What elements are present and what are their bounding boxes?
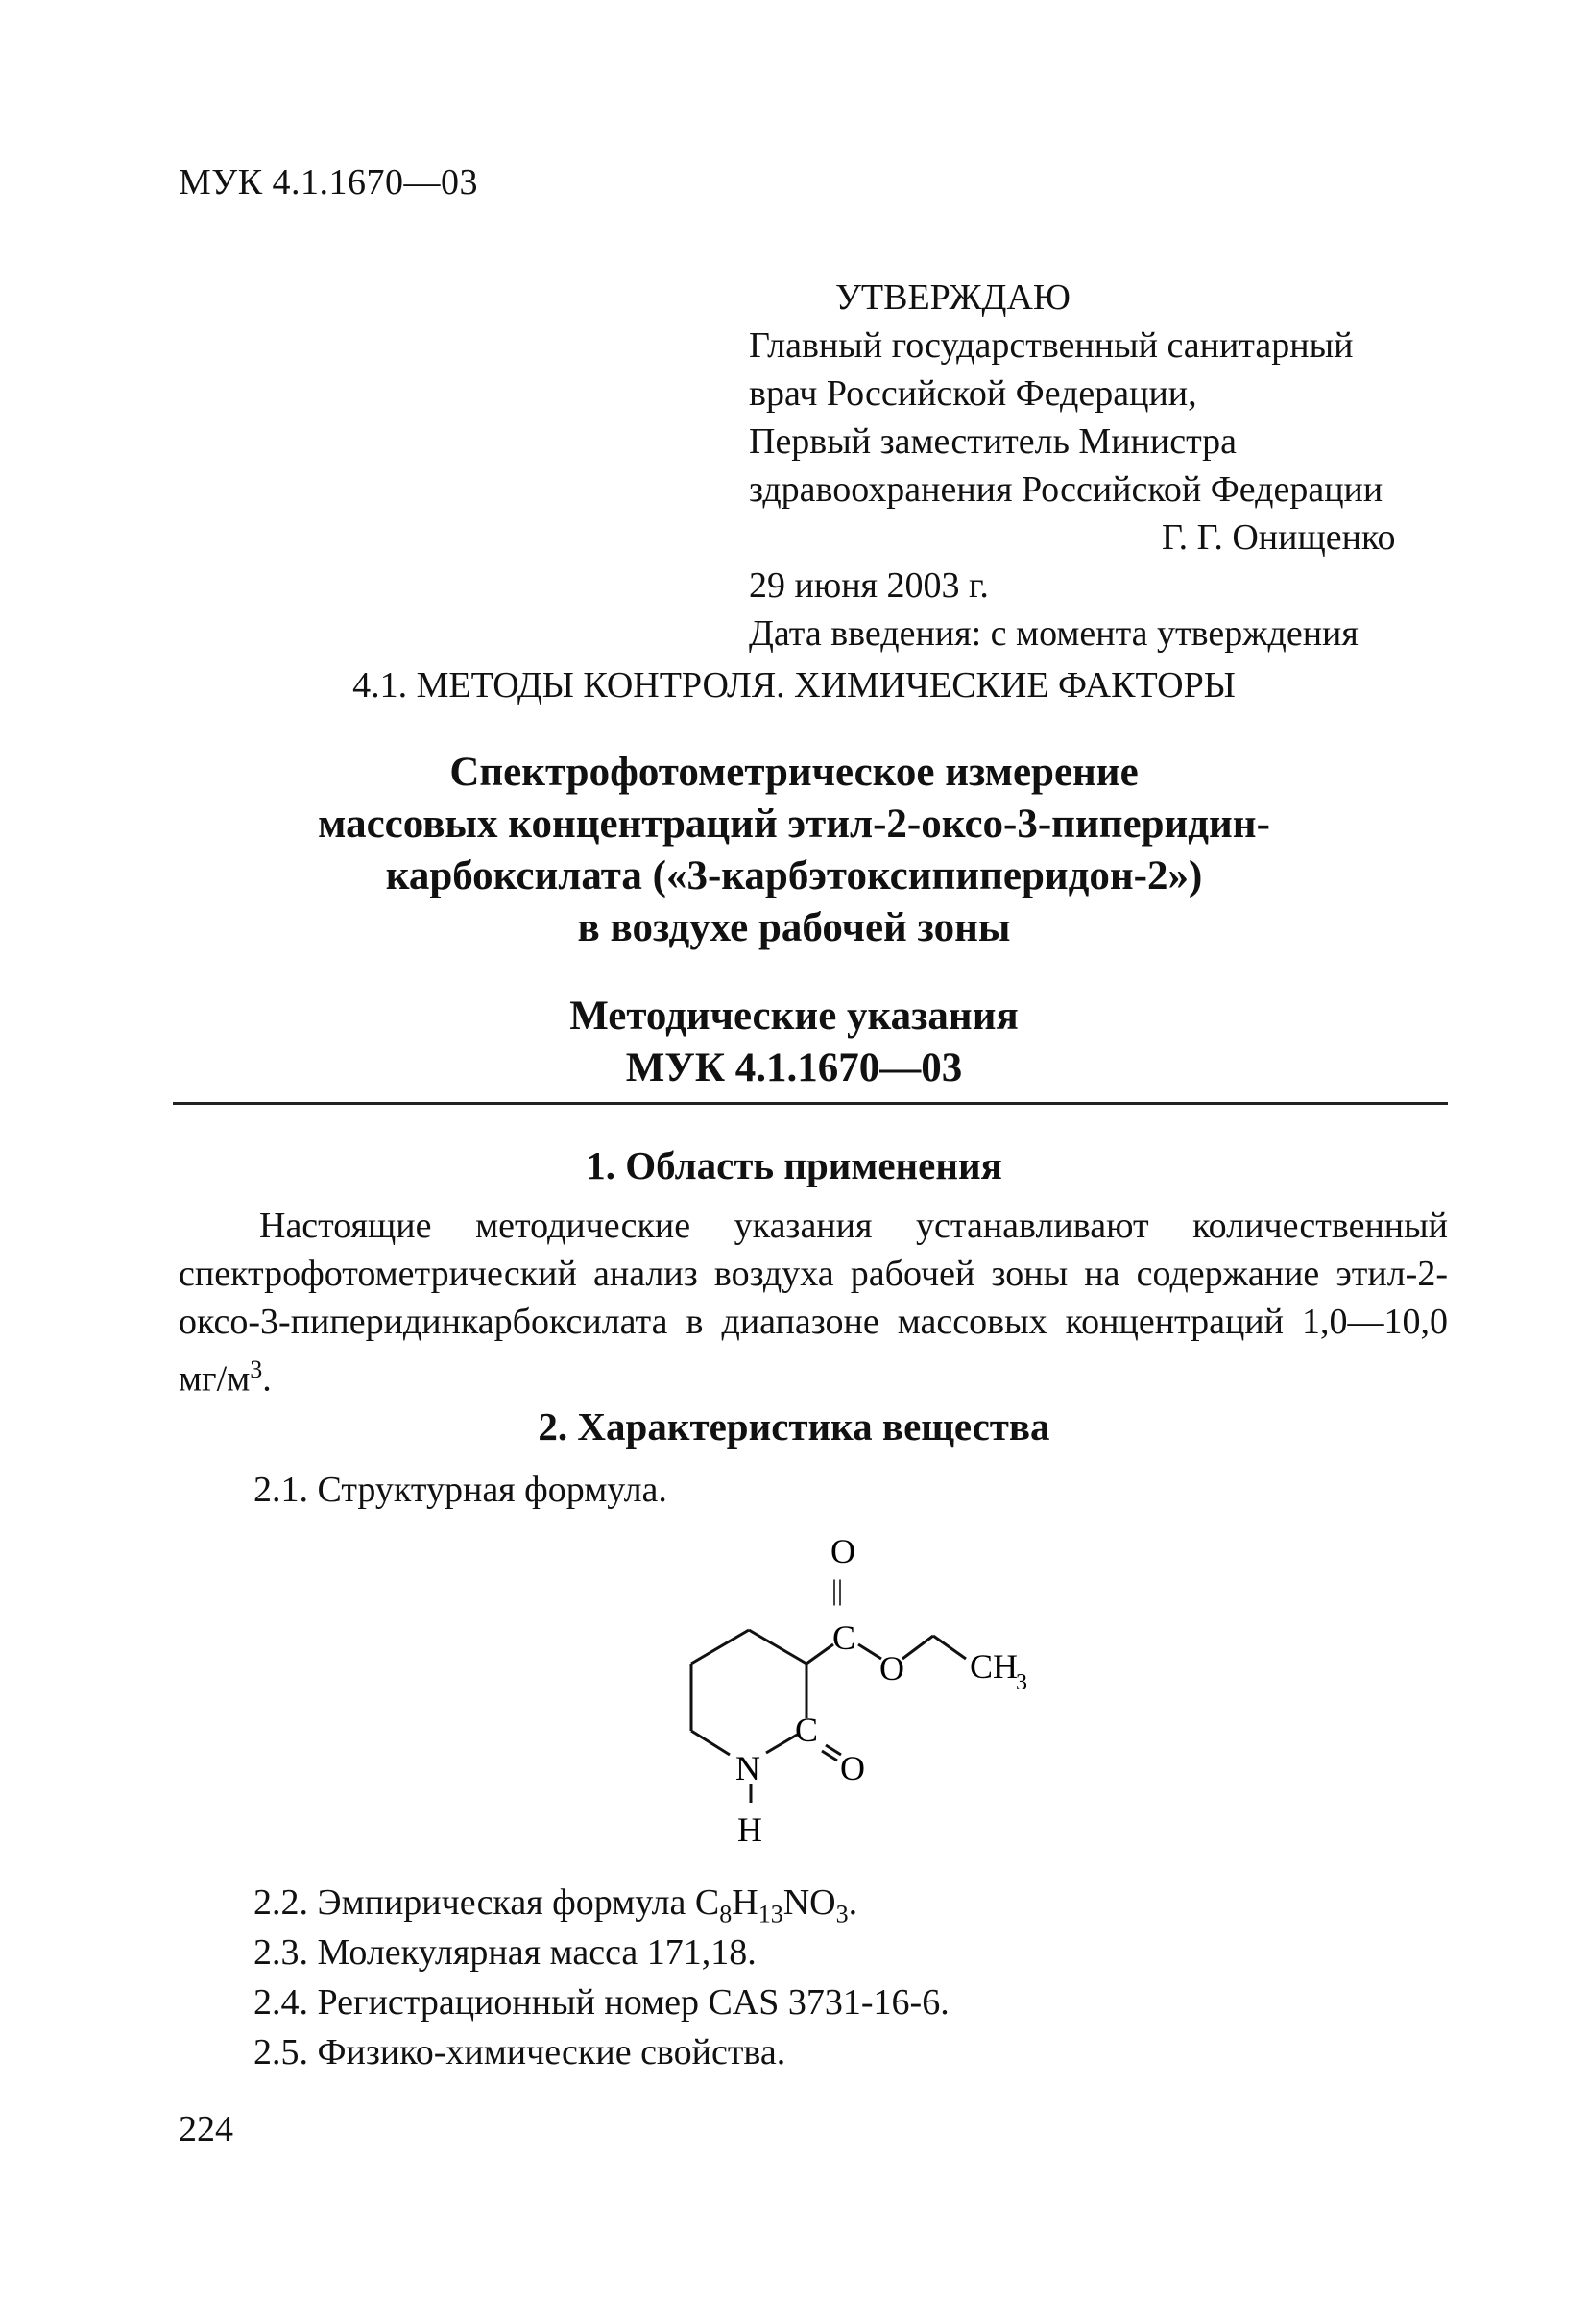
- formula-atom: O: [830, 1532, 855, 1570]
- document-code-header: МУК 4.1.1670—03: [179, 162, 479, 203]
- section-1-text: Настоящие методические указания устанавливают количественный спектрофотометрический анализ воздуха рабочей зоны на содержание этил-2-оксо-3-пиперидинкарбоксилата в диапазоне массовых концентраций 1,0—10,0 мг/м: [179, 1206, 1448, 1400]
- structural-formula-drawing: [576, 1515, 1152, 1880]
- title-line: в воздухе рабочей зоны: [577, 905, 1011, 950]
- approval-signer: Г. Г. Онищенко: [1162, 517, 1396, 558]
- item-2-5: 2.5. Физико-химические свойства.: [253, 2032, 786, 2072]
- approval-title: УТВЕРЖДАЮ: [835, 277, 1071, 318]
- section-heading: 4.1. МЕТОДЫ КОНТРОЛЯ. ХИМИЧЕСКИЕ ФАКТОРЫ: [352, 665, 1236, 706]
- approval-block: [749, 274, 1395, 658]
- formula-atom: CH: [970, 1647, 1019, 1686]
- title-line: массовых концентраций этил-2-оксо-3-пиперидин-: [318, 802, 1270, 847]
- item-2-2: [253, 1881, 857, 1929]
- formula-subscript: 3: [1016, 1670, 1027, 1695]
- subscript: 13: [758, 1900, 783, 1929]
- section-1-text-end: .: [262, 1358, 272, 1400]
- approval-position-line: Главный государственный санитарный: [749, 325, 1354, 366]
- approval-position-line: здравоохранения Российской Федерации: [749, 469, 1383, 510]
- page-number: 224: [179, 2109, 233, 2149]
- approval-position-line: Первый заместитель Министра: [749, 421, 1238, 462]
- subtitle-line: МУК 4.1.1670—03: [625, 1045, 963, 1090]
- formula-element: NO: [782, 1882, 836, 1923]
- ester-bond: [902, 1636, 933, 1659]
- section-1-heading: 1. Область применения: [586, 1143, 1002, 1187]
- item-2-2-text: 2.2. Эмпирическая формула C: [253, 1882, 720, 1923]
- item-2-4: 2.4. Регистрационный номер CAS 3731-16-6.: [253, 1982, 950, 2023]
- formula-bond: ||: [831, 1574, 844, 1606]
- section-1-paragraph: [179, 1202, 1448, 1403]
- ring-bond: [691, 1731, 730, 1755]
- subtitle-line: Методические указания: [569, 994, 1019, 1039]
- item-2-2-end: .: [848, 1882, 858, 1923]
- ring-bond: [766, 1734, 799, 1753]
- subscript: 8: [719, 1900, 733, 1929]
- formula-atom: C: [795, 1711, 819, 1749]
- structural-formula: [576, 1515, 1152, 1880]
- title-line: карбоксилата («3-карбэтоксипиперидон-2»): [385, 853, 1203, 898]
- section-2-heading: 2. Характеристика вещества: [538, 1404, 1050, 1449]
- ester-bond: [806, 1644, 833, 1664]
- ring-bond: [691, 1630, 749, 1664]
- formula-atom: O: [840, 1749, 865, 1787]
- document-subtitle: [0, 991, 1588, 1094]
- approval-position-line: врач Российской Федерации,: [749, 373, 1197, 414]
- formula-element: H: [732, 1882, 758, 1923]
- effective-date: Дата введения: с момента утверждения: [749, 613, 1359, 654]
- formula-atom: N: [735, 1749, 760, 1787]
- title-line: Спектрофотометрическое измерение: [449, 750, 1139, 795]
- subscript: 3: [835, 1900, 849, 1929]
- item-2-1: 2.1. Структурная формула.: [253, 1470, 667, 1510]
- horizontal-rule: [173, 1102, 1448, 1105]
- item-2-3: 2.3. Молекулярная масса 171,18.: [253, 1932, 757, 1973]
- document-title: [0, 747, 1588, 954]
- ester-bond: [858, 1644, 881, 1659]
- ester-bond: [933, 1636, 966, 1659]
- formula-atom: C: [832, 1618, 856, 1657]
- approval-date: 29 июня 2003 г.: [749, 565, 989, 606]
- unit-superscript: 3: [250, 1355, 263, 1383]
- formula-atom: O: [879, 1649, 904, 1688]
- formula-atom: H: [737, 1810, 762, 1849]
- ring-bond: [749, 1630, 806, 1664]
